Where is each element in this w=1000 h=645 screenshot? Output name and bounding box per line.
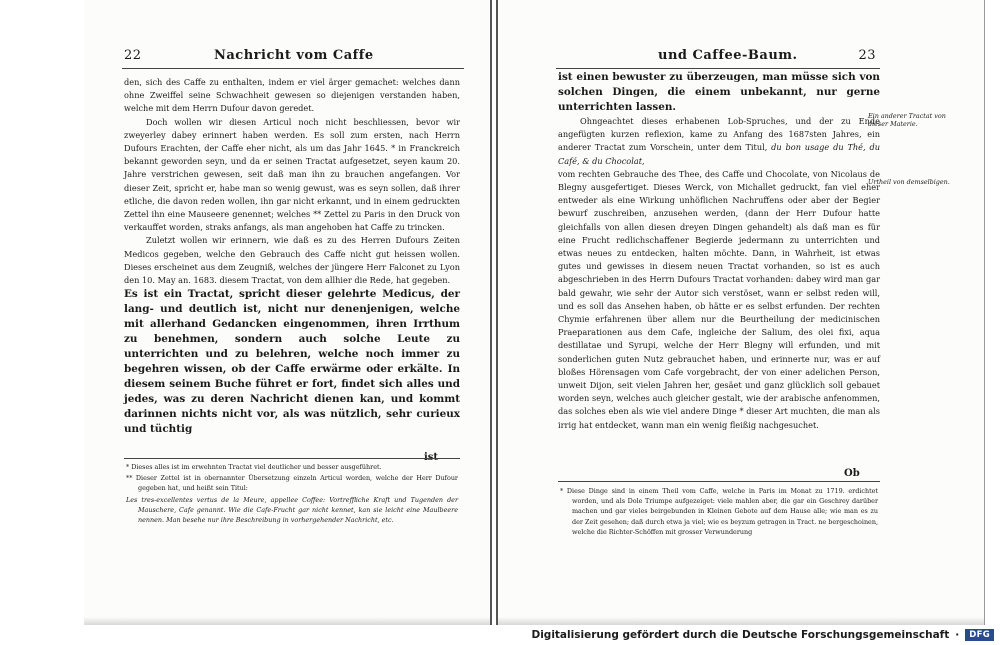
footnote: * Dieses alles ist im erwehnten Tractat viel deutlicher und besser ausgeführet.	[126, 463, 382, 471]
footnote-rule	[558, 481, 880, 482]
body-text	[124, 76, 460, 437]
margin-note: Urtheil von demselbigen.	[868, 178, 950, 186]
footnotes	[560, 486, 878, 538]
footnote-rule	[124, 458, 460, 459]
paragraph: Zuletzt wollen wir erinnern, wie daß es zu des Herren Dufours Zeiten Medicos gegeben, welche den Gebrauch des Caffe nicht gut heissen wollen. Dieses erscheinet aus dem Zeugniß, welches der jüngere Herr Falconet zu Lyon den 10. May an. 1683. diesem Tractat, von dem allhier die Rede, hat gegeben.	[124, 235, 460, 286]
italic-title: du bon usage du Thé, du Café, & du Chocolat,	[558, 142, 880, 166]
footnotes	[126, 462, 458, 526]
footnote: * Diese Dinge sind in einem Theil vom Caffe, welche in Paris im Monat zu 1719. erdichtet worden, und als Dole Triumpe aufgezeiget: viele mahlen aber, die gar ein Geschrey darüber machen und gar vieles beirgebunden in Kleinen Gebote auf dem Hause alle; wie man es zu der Zeit gesehen; daß durch etwa ja viel; wie es beyzum getragen in Tract. ne bergeschoinen, welche die Richter-Schöffen mit grosser Verwunderung	[560, 487, 878, 536]
banner-separator: ·	[955, 629, 960, 641]
banner-text: Digitalisierung gefördert durch die Deutsche Forschungsgemeinschaft	[531, 629, 950, 641]
dfg-logo-icon: DFG	[965, 629, 994, 641]
margin-note: Ein anderer Tractat von dieser Materie.	[868, 112, 946, 128]
running-title: und Caffee-Baum.	[658, 48, 798, 63]
footnote: ** Dieser Zettel ist in obernannter Übersetzung einzeln Articul worden, welche der Herr Dufour gegeben hat, und heißt sein Titul:	[126, 474, 458, 493]
header-rule	[122, 68, 464, 69]
paragraph	[558, 115, 880, 168]
digitization-banner	[531, 627, 994, 643]
catchword: Ob	[844, 468, 860, 479]
body-text	[558, 70, 880, 432]
header-rule	[556, 68, 880, 69]
page-number: 23	[858, 48, 876, 63]
paragraph: Doch wollen wir diesen Articul noch nicht beschliessen, bevor wir zweyerley dabey erinnert haben werden. Es soll zum ersten, nach Herrn Dufours Erachten, der Caffe eher nicht, als um das Jahr 1645. * in Franckreich bekannt geworden seyn, und da er seinen Tractat aufgesetzet, seyen kaum 20. Jahre verstrichen gewesen, seit daß man ihn zu brauchen angefangen. Vor dieser Zeit, spricht er, habe man so wenig gewust, was es seyn sollen, daß ihrer etliche, die davon reden wollen, ihn gar nicht erkannt, und in einem gedruckten Zettel ihn eine Mauseere genennet; welches ** Zettel zu Paris in den Druck von verkauffet worden, straks anfangs, als man angehoben hat Caffe zu trincken.	[124, 116, 460, 233]
right-page	[496, 0, 985, 625]
paragraph: ist einen bewuster zu überzeugen, man müsse sich von solchen Dingen, die einem unbekannt, nur gerne unterrichten lassen.	[558, 71, 880, 113]
page-number: 22	[124, 48, 142, 63]
paragraph-text: Ohngeachtet dieses erhabenen Lob-Spruches, und der zu Ende angefügten kurzen reflexion, kame zu Anfang des 1687sten Jahres, ein anderer Tractat zum Vorschein, unter dem Titul,	[558, 116, 880, 153]
left-page	[84, 0, 492, 625]
footnote: Les tres-excellentes vertus de la Meure, appellee Coffee: Vortreffliche Kraft und Tugenden der Mauschere, Cafe genannt. Wie die Cafe-Frucht gar nicht kennet, kan sie leicht eine Maulbeere nennen. Man besehe nur ihre Beschreibung in vorhergehender Nachricht, etc.	[126, 495, 458, 525]
paragraph: den, sich des Caffe zu enthalten, indem er viel ärger gemachet: welches dann ohne Zweiffel seine Schwachheit gewesen so diejenigen verstanden haben, welche mit dem Herrn Dufour davon geredet.	[124, 77, 460, 114]
running-title: Nachricht vom Caffe	[214, 48, 374, 63]
paragraph: vom rechten Gebrauche des Thee, des Caffe und Chocolate, von Nicolaus de Blegny ausgefertiget. Dieses Werck, von Michallet gedruckt, fan viel eher entweder als eine Wirkung unhöflichen Nachruffens oder aber der Begier bewurf zuschreiben, anzusehen werden, (dann der Herr Dufour hatte gleichfalls von allen diesen dreyen Dingen gehandelt) als daß man es für eine Frucht redlichschaffener Begierde jedermann zu unterrichten und etwas neues zu entdecken, halten möchte. Dann, in Wahrheit, ist etwas gutes und gewisses in diesem neuen Tractat vorhanden, so ist es auch abgeschrieben in des Herrn Dufours Tractat vorhanden: dabey wird man gar bald gewahr, wie sehr der Autor sich verstöset, wann er selbst reden will, und es soll das Ansehen haben, ob hätte er es selbst erfunden. Der rechten Chymie erfahrenen über allem nur die Beurtheilung der medicinischen Praeparationen aus dem Cafe, ingleiche der Salium, des olei fixi, aqua destillatae und Syrupi, welche der Herr Blegny will erfunden, und mit sonderlichen guten Nutz gebrauchet haben, und erinnerte nur, was er auf bloßes Hörensagen vom Cafe vorgebracht, der von einer adelichen Person, unweit Dijon, seit vielen Jahren her, gesäet und ganz glücklich soll gebauet worden seyn, welches auch gleicher gestalt, wie der arabische anfenommen, das solches eben als wie viel andere Dinge * dieser Art muchten, die man als irrig hat entdecket, wann man ein wenig fleißig nachgesuchet.	[558, 168, 880, 430]
emphasized-quote: Es ist ein Tractat, spricht dieser gelehrte Medicus, der lang- und deutlich ist, nicht nur denenjenigen, welche mit allerhand Gedancken eingenommen, ihren Irrthum zu benehmen, sondern auch solche Leute zu unterrichten und zu belehren, welche noch immer zu begehren wissen, ob der Caffe erwärme oder erkälte. In diesem seinem Buche führet er fort, findet sich alles und jedes, was zu deren Nachricht dienen kan, und kommt darinnen nichts nicht vor, als was nützlich, sehr curieux und tüchtig	[124, 288, 460, 436]
